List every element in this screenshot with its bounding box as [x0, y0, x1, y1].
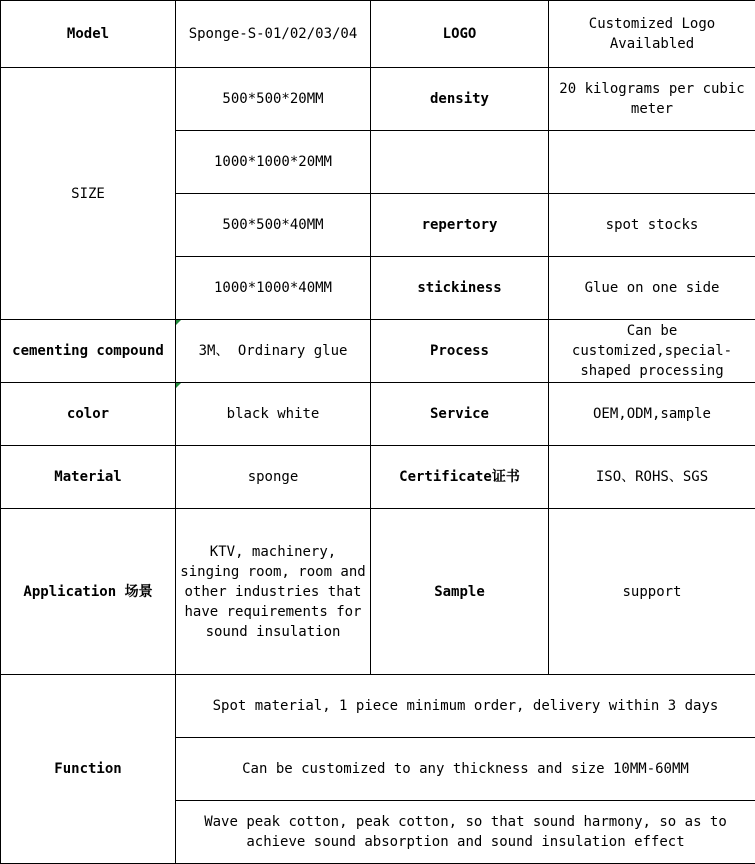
row-function-1 [1, 675, 755, 738]
material-value: sponge [176, 446, 371, 509]
service-value: OEM,ODM,sample [549, 383, 755, 446]
color-label: color [1, 383, 176, 446]
process-value: Can be customized,special-shaped processing [549, 320, 755, 383]
model-value: Sponge-S-01/02/03/04 [176, 1, 371, 68]
row-color [1, 383, 755, 446]
empty-cell [371, 131, 549, 194]
sample-value: support [549, 509, 755, 675]
row-model [1, 1, 755, 68]
density-value: 20 kilograms per cubic meter [549, 68, 755, 131]
empty-cell [549, 131, 755, 194]
process-label: Process [371, 320, 549, 383]
color-value: black white [176, 383, 371, 446]
sample-label: Sample [371, 509, 549, 675]
certificate-value: ISO、ROHS、SGS [549, 446, 755, 509]
stickiness-value: Glue on one side [549, 257, 755, 320]
size-value: 500*500*40MM [176, 194, 371, 257]
row-application [1, 509, 755, 675]
application-label: Application 场景 [1, 509, 176, 675]
cementing-value: 3M、 Ordinary glue [176, 320, 371, 383]
row-cementing [1, 320, 755, 383]
row-size-1 [1, 68, 755, 131]
density-label: density [371, 68, 549, 131]
model-label: Model [1, 1, 176, 68]
function-line: Can be customized to any thickness and size 10MM-60MM [176, 738, 755, 801]
stickiness-label: stickiness [371, 257, 549, 320]
logo-value: Customized Logo Availabled [549, 1, 755, 68]
certificate-label: Certificate证书 [371, 446, 549, 509]
size-value: 1000*1000*20MM [176, 131, 371, 194]
repertory-label: repertory [371, 194, 549, 257]
function-line: Wave peak cotton, peak cotton, so that sound harmony, so as to achieve sound absorption and sound insulation effect [176, 801, 755, 864]
logo-label: LOGO [371, 1, 549, 68]
size-value: 500*500*20MM [176, 68, 371, 131]
repertory-value: spot stocks [549, 194, 755, 257]
size-label: SIZE [1, 68, 176, 320]
function-line: Spot material, 1 piece minimum order, delivery within 3 days [176, 675, 755, 738]
function-label: Function [1, 675, 176, 864]
material-label: Material [1, 446, 176, 509]
application-value: KTV, machinery, singing room, room and other industries that have requirements for sound insulation [176, 509, 371, 675]
cementing-label: cementing compound [1, 320, 176, 383]
size-value: 1000*1000*40MM [176, 257, 371, 320]
row-material [1, 446, 755, 509]
service-label: Service [371, 383, 549, 446]
